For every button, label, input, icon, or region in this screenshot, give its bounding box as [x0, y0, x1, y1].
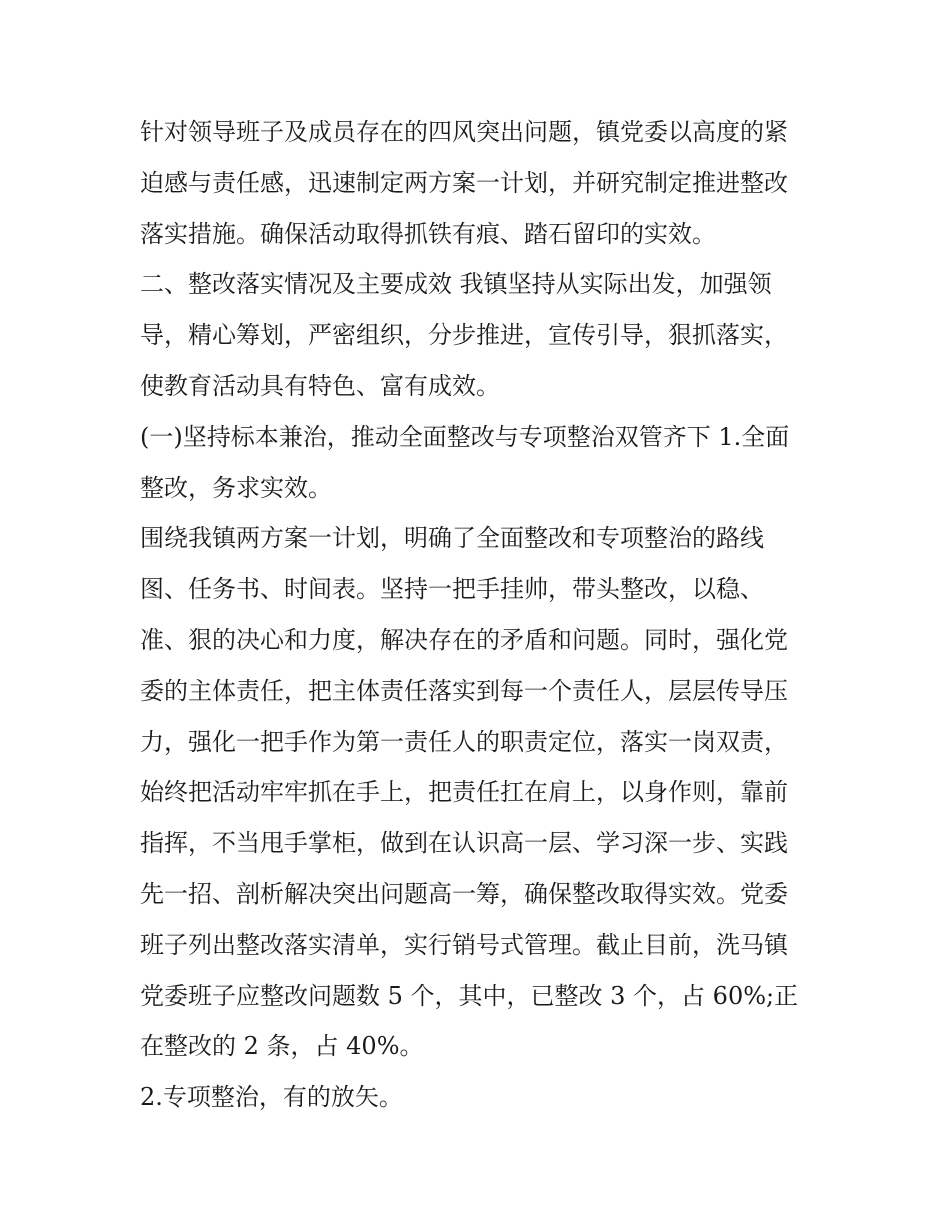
document-body [140, 107, 820, 1123]
paragraph-intro [140, 107, 820, 259]
text-line: 指挥，不当甩手掌柜，做到在认识高一层、学习深一步、实践 [140, 829, 788, 858]
text-line: 落实措施。确保活动取得抓铁有痕、踏石留印的实效。 [140, 219, 716, 248]
paragraph-subsection-one [140, 412, 820, 514]
text-line: 针对领导班子及成员存在的四风突出问题，镇党委以高度的紧 [140, 118, 788, 146]
text-line: 导，精心筹划，严密组织，分步推进，宣传引导，狠抓落实， [140, 321, 788, 350]
paragraph-rectification-detail [140, 513, 820, 1072]
text-line: 力，强化一把手作为第一责任人的职责定位，落实一岗双责， [140, 727, 788, 756]
text-line: 2.专项整治，有的放矢。 [140, 1083, 403, 1112]
text-line: 始终把活动牢牢抓在手上，把责任扛在肩上，以身作则，靠前 [140, 778, 788, 807]
text-line: 迫感与责任感，迅速制定两方案一计划，并研究制定推进整改 [140, 168, 788, 197]
text-line: 准、狠的决心和力度，解决存在的矛盾和问题。同时，强化党 [140, 625, 788, 654]
paragraph-section-two [140, 259, 820, 411]
text-line: 先一招、剖析解决突出问题高一筹，确保整改取得实效。党委 [140, 879, 788, 908]
text-line: 图、任务书、时间表。坚持一把手挂帅，带头整改，以稳、 [140, 575, 764, 604]
text-line: 使教育活动具有特色、富有成效。 [140, 371, 500, 400]
text-line: 班子列出整改落实清单，实行销号式管理。截止目前，洗马镇 [140, 930, 788, 959]
text-line: 党委班子应整改问题数 5 个，其中，已整改 3 个，占 60%;正 [140, 981, 799, 1010]
text-line: 在整改的 2 条，占 40%。 [140, 1032, 424, 1061]
text-line: 整改，务求实效。 [140, 473, 332, 502]
text-line: (一)坚持标本兼治，推动全面整改与专项整治双管齐下 1.全面 [140, 422, 790, 451]
paragraph-special-rectification [140, 1072, 820, 1123]
text-line: 围绕我镇两方案一计划，明确了全面整改和专项整治的路线 [140, 524, 764, 553]
text-line: 二、整改落实情况及主要成效 我镇坚持从实际出发，加强领 [140, 270, 772, 299]
text-line: 委的主体责任，把主体责任落实到每一个责任人，层层传导压 [140, 676, 788, 705]
